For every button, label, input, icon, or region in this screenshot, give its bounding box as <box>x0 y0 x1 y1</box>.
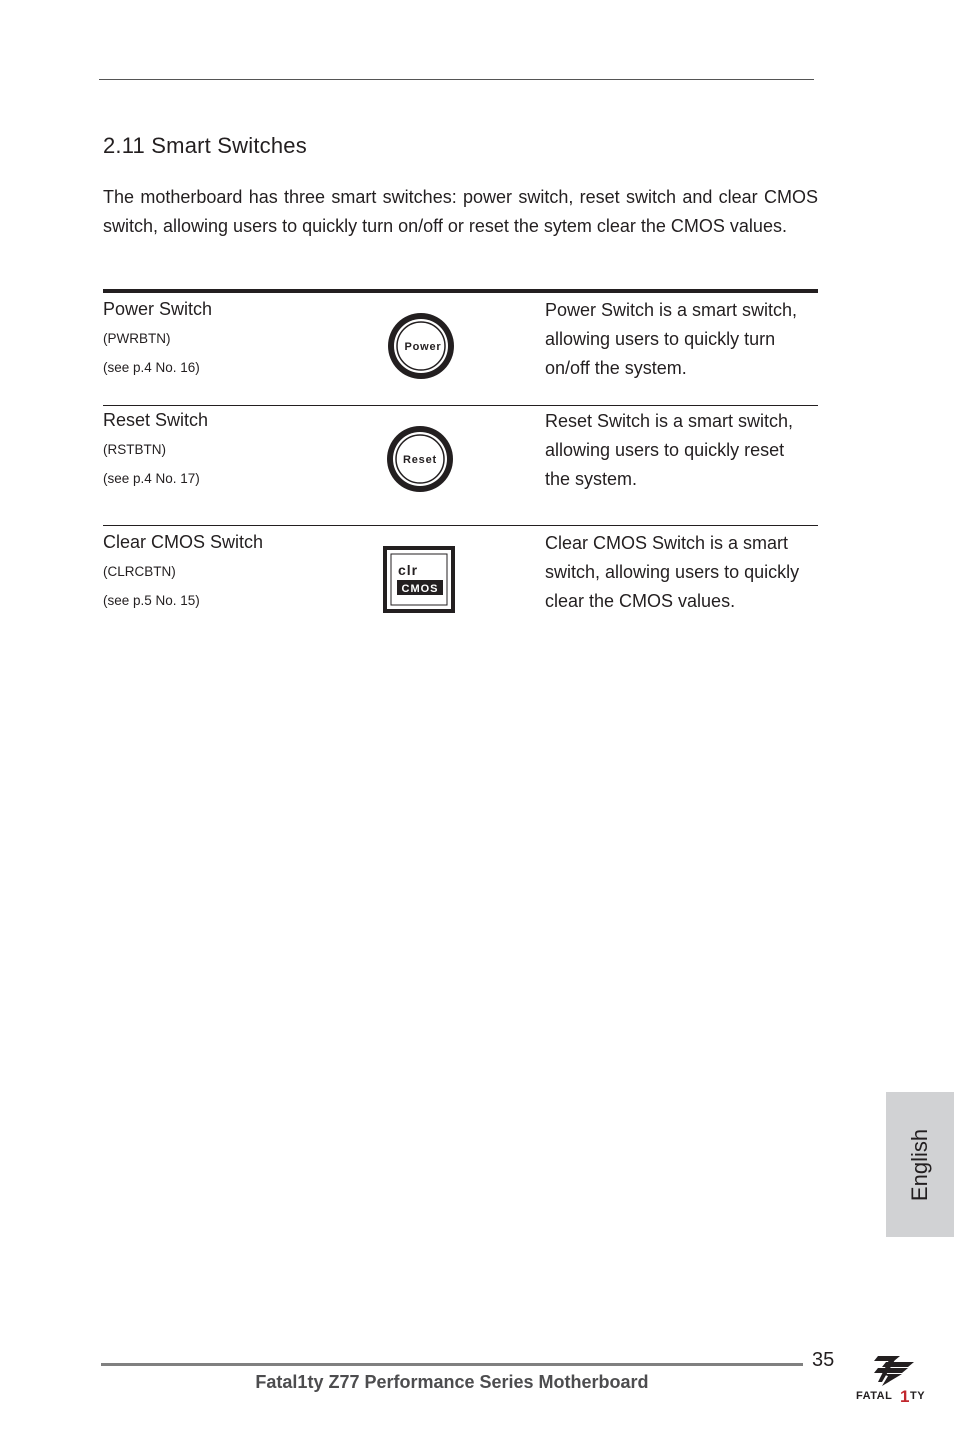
fatal1ty-logo-icon <box>852 1352 934 1406</box>
logo-text-one: 1 <box>900 1387 910 1406</box>
clear-cmos-desc-line-1: Clear CMOS Switch is a smart <box>545 533 789 553</box>
reset-desc-line-3: the system. <box>545 469 638 489</box>
power-switch-code: (PWRBTN) <box>103 331 171 346</box>
clear-cmos-switch-code: (CLRCBTN) <box>103 564 176 579</box>
language-tab-label: English <box>907 1128 932 1201</box>
footer-rule <box>101 1363 803 1366</box>
power-switch-ref: (see p.4 No. 16) <box>103 360 200 375</box>
logo-text-right: TY <box>910 1390 926 1402</box>
language-tab <box>886 1092 954 1237</box>
power-desc-line-2: allowing users to quickly turn <box>545 329 776 349</box>
reset-switch-code: (RSTBTN) <box>103 442 166 457</box>
reset-desc-line-2: allowing users to quickly reset <box>545 440 785 460</box>
top-rule <box>99 79 814 80</box>
clear-cmos-switch-name: Clear CMOS Switch <box>103 532 264 552</box>
intro-paragraph: The motherboard has three smart switches: power switch, reset switch and clear CMOS switch, allowing users to quickly turn on/off or reset the sytem clear the CMOS values. <box>103 187 818 236</box>
reset-desc-line-1: Reset Switch is a smart switch, <box>545 411 794 431</box>
table-top-rule <box>103 289 818 293</box>
clr-icon-label: clr <box>398 562 419 578</box>
row-separator <box>103 525 818 526</box>
reset-switch-desc <box>545 407 825 494</box>
power-icon-label: Power <box>404 341 442 353</box>
power-switch-desc <box>545 296 825 383</box>
reset-icon-label: Reset <box>403 454 437 466</box>
clear-cmos-desc-line-2: switch, allowing users to quickly <box>545 562 800 582</box>
clear-cmos-switch-ref: (see p.5 No. 15) <box>103 593 200 608</box>
page-number: 35 <box>812 1349 835 1371</box>
power-desc-line-3: on/off the system. <box>545 358 687 378</box>
clear-cmos-button-icon <box>378 545 462 620</box>
cmos-icon-label: CMOS <box>401 583 439 595</box>
footer-title: Fatal1ty Z77 Performance Series Motherboard <box>255 1372 649 1392</box>
clear-cmos-switch-desc <box>545 529 825 616</box>
power-desc-line-1: Power Switch is a smart switch, <box>545 300 798 320</box>
reset-switch-name: Reset Switch <box>103 410 209 430</box>
row-separator <box>103 405 818 406</box>
power-button-icon <box>378 309 462 388</box>
reset-switch-ref: (see p.4 No. 17) <box>103 471 200 486</box>
section-heading: 2.11 Smart Switches <box>103 133 307 158</box>
power-switch-name: Power Switch <box>103 299 213 319</box>
logo-text-left: FATAL <box>856 1390 893 1402</box>
reset-button-icon <box>378 422 462 501</box>
clear-cmos-desc-line-3: clear the CMOS values. <box>545 591 736 611</box>
